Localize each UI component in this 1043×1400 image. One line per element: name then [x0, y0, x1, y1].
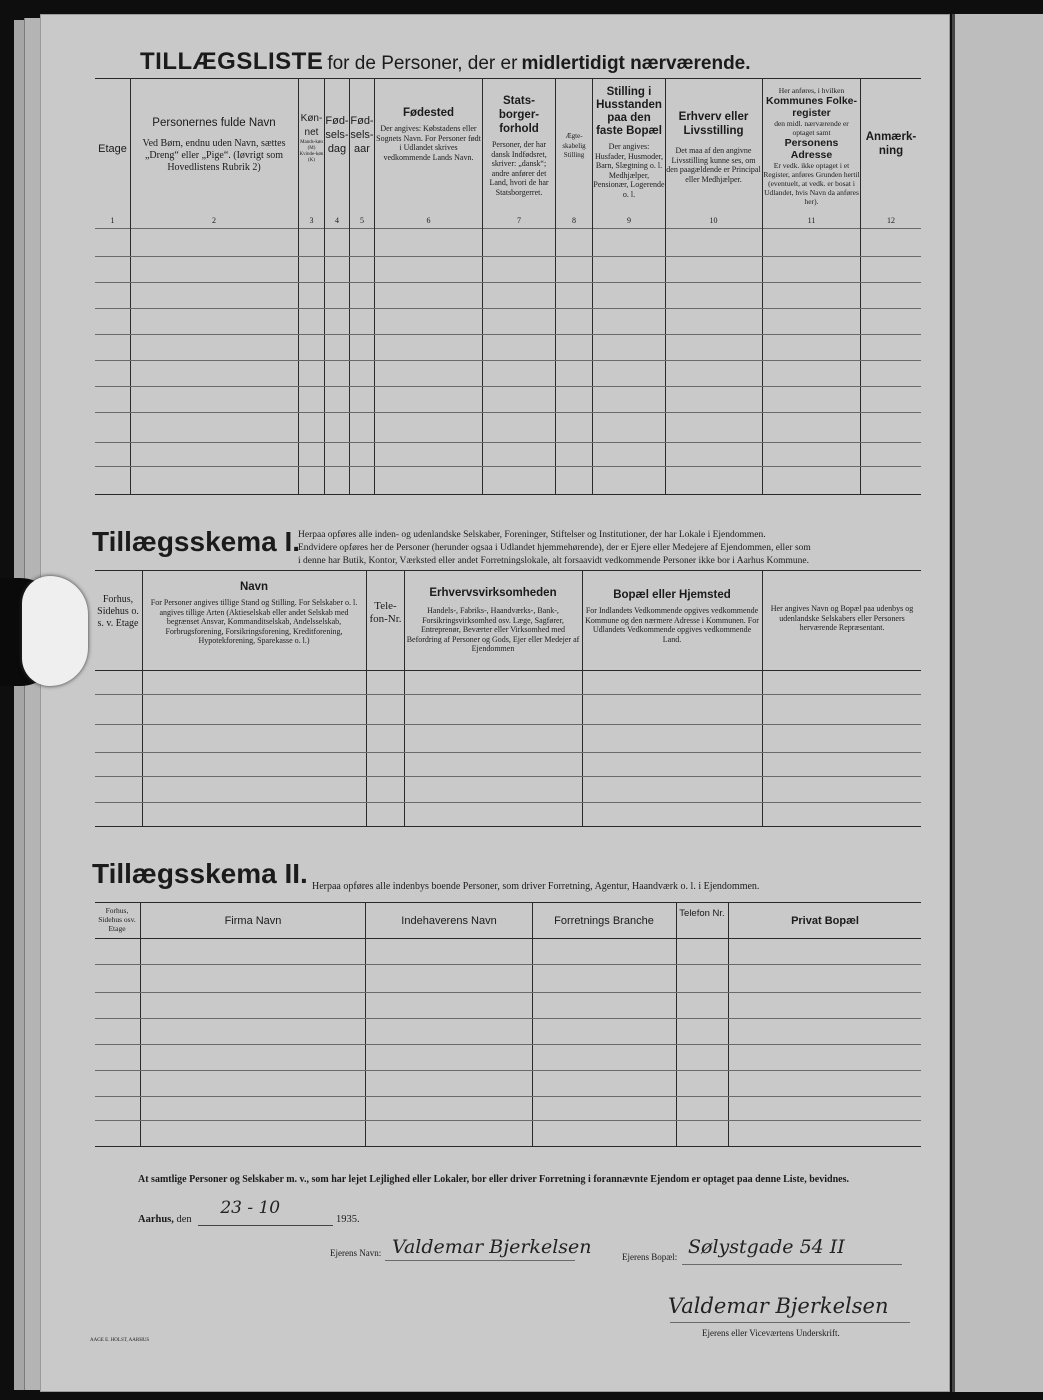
col-number: 5 [360, 216, 364, 225]
col-number: 8 [572, 216, 576, 225]
skema1-col-divider [762, 570, 763, 826]
skema2-header-border [95, 938, 921, 939]
table1-col-divider [482, 78, 483, 494]
col-number: 9 [627, 216, 631, 225]
signature-label: Ejerens eller Viceværtens Underskrift. [702, 1328, 840, 1338]
col-number: 11 [807, 216, 816, 225]
date-line: Aarhus, den 23 - 10 1935. [138, 1198, 360, 1225]
binder-clip [22, 576, 88, 686]
table1-row-line [95, 360, 921, 361]
skema2-row-line [95, 1018, 921, 1019]
skema1-row-line [95, 724, 921, 725]
col-number: 7 [517, 216, 521, 225]
owner-name-line [385, 1260, 575, 1261]
table1-header-border [95, 228, 921, 229]
skema1-top-border [95, 570, 921, 571]
skema2-title: Tillægsskema II. [92, 858, 308, 889]
handwritten-date: 23 - 10 [220, 1198, 281, 1218]
skema1-col-representative-header: Her angives Navn og Bopæl paa udenbys og udenlandske Selskabers eller Personers herværende Repræsentant. [770, 604, 914, 632]
owner-address-line [682, 1264, 902, 1265]
skema2-col-divider [676, 902, 677, 1146]
title-end: midlertidigt nærværende. [521, 53, 751, 74]
skema2-col-divider [365, 902, 366, 1146]
col-sex-header: Køn-net Mands-køn (M) Kvinde-køn (K) [299, 113, 324, 163]
skema1-col-business-header: Erhvervsvirksomheden Handels-, Fabriks-, Haandværks-, Bank-, Forsikringsvirksomhed osv. Læge, Sagfører, Entreprenør, Beværter eller Virksomhed med Befordring af Personer og Gods, Ejer eller Medejer af Ejendommen [406, 587, 580, 653]
col-number: 2 [212, 216, 216, 225]
table1-row-line [95, 334, 921, 335]
page-title [140, 48, 751, 76]
table1-row-line [95, 412, 921, 413]
table1-row-line [95, 282, 921, 283]
skema1-title: Tillægsskema I. [92, 526, 301, 557]
title-middle: for de Personer, der er [327, 53, 518, 74]
skema1-description: Herpaa opføres alle inden- og udenlandske Selskaber, Foreninger, Stiftelser og Institutioner, der har Lokale i Ejendommen. Endvidere opføres her de Personer (herunder ogsaa i Udlandet hjemmehørende), der er Ejere eller Medejere af Ejendommen, eller som i denne har Butik, Kontor, Værksted eller andet Forretningslokale, alt forsaavidt vedkommende Personer ikke bor i Aarhus Kommune. [298, 530, 811, 566]
col-number: 4 [335, 216, 339, 225]
skema1-header-border [95, 670, 921, 671]
table1-row-line [95, 442, 921, 443]
table1-bottom-border [95, 494, 921, 495]
skema1-row-line [95, 776, 921, 777]
table1-row-line [95, 466, 921, 467]
col-number: 3 [309, 216, 314, 225]
skema1-row-line [95, 752, 921, 753]
col-occupation-header: Erhverv eller Livsstilling Det maa af den angivne Livsstilling kunne ses, om den paagældende er Principal eller Medhjælper. [666, 111, 761, 184]
printer-imprint: AAGE E. HOLST, AARHUS [90, 1338, 150, 1343]
handwritten-signature: Valdemar Bjerkelsen [668, 1294, 889, 1318]
col-household-header: Stilling i Husstanden paa den faste Bopæl Der angives: Husfader, Husmoder, Barn, Slægtning o. l. Medhjælper, Pensionær, Logerende o. l. [593, 86, 665, 199]
skema2-col-firm-header: Firma Navn [224, 915, 282, 927]
skema1-col-divider [404, 570, 405, 826]
skema1-row-line [95, 802, 921, 803]
handwritten-owner-name: Valdemar Bjerkelsen [392, 1236, 592, 1258]
col-number: 10 [709, 216, 718, 225]
col-number: 12 [887, 216, 895, 225]
skema2-col-divider [532, 902, 533, 1146]
skema2-row-line [95, 1120, 921, 1121]
skema2-row-line [95, 1044, 921, 1045]
skema2-col-owner-header: Indehaverens Navn [401, 915, 497, 927]
skema1-bottom-border [95, 826, 921, 827]
form-page [40, 14, 950, 1392]
owner-address-label: Ejerens Bopæl: [622, 1252, 678, 1262]
skema2-row-line [95, 964, 921, 965]
skema2-row-line [95, 1070, 921, 1071]
col-marital-header: Ægte-skabelig Stilling [562, 132, 586, 159]
table1-row-line [95, 386, 921, 387]
col-number: 1 [110, 216, 115, 225]
skema1-col-divider [142, 570, 143, 826]
signature-line [670, 1322, 910, 1323]
col-birthyear-header: Fød-sels-aar [350, 115, 374, 155]
col-birthday-header: Fød-sels-dag [325, 115, 349, 155]
table1-row-line [95, 256, 921, 257]
table1-col-divider [374, 78, 375, 494]
col-citizenship-header: Stats-borger-forhold Personer, der har dansk Indfødsret, skriver: „dansk“; andre anfører det Land, hvori de har Statsborgerret. [489, 95, 549, 197]
title-main: TILLÆGSLISTE [140, 48, 324, 75]
skema2-bottom-border [95, 1146, 921, 1147]
skema2-col-phone-header: Telefon Nr. [679, 908, 725, 919]
table1-row-line [95, 308, 921, 309]
col-name-header: Personernes fulde Navn Ved Børn, endnu uden Navn, sættes „Dreng“ eller „Pige“. (Iøvrigt som Hovedlistens Rubrik 2) [142, 117, 286, 173]
skema2-row-line [95, 992, 921, 993]
col-remarks-header: Anmærk-ning [865, 131, 917, 157]
skema2-col-branch-header: Forretnings Branche [554, 915, 654, 927]
table1-top-border [95, 78, 921, 79]
facing-page [952, 14, 1043, 1392]
skema2-row-line [95, 1096, 921, 1097]
skema1-col-floor-header: Forhus, Sidehus o. s. v. Etage [97, 594, 139, 629]
skema1-row-line [95, 694, 921, 695]
skema2-description: Herpaa opføres alle indenbys boende Personer, som driver Forretning, Agentur, Haandværk o. l. i Ejendommen. [312, 881, 760, 892]
skema2-col-divider [728, 902, 729, 1146]
skema1-col-phone-header: Tele-fon-Nr. [369, 600, 402, 625]
table1-col-divider [130, 78, 131, 494]
owner-name-label: Ejerens Navn: [330, 1248, 382, 1258]
skema1-col-address-header: Bopæl eller Hjemsted For Indlandets Vedkommende opgives vedkommende Kommune og den nærmere Adresse i Kommunen. For Udlandets Vedkommende opgives vedkommende Land. [585, 589, 759, 644]
skema2-top-border [95, 902, 921, 903]
skema2-col-address-header: Privat Bopæl [791, 915, 859, 927]
skema2-col-floor-header: Forhus, Sidehus osv. Etage [98, 906, 136, 933]
col-register-header: Her anføres, i hvilken Kommunes Folke-register den midl. nærværende er optaget samt Personens Adresse Er vedk. ikke optaget i et Register, anføres Grunden hertil (eventuelt, at vedk. er bosat i Udlandet, hvis Navn da anføres her). [763, 86, 860, 206]
col-etage-header: Etage [98, 143, 127, 155]
skema1-col-divider [582, 570, 583, 826]
col-birthplace-header: Fødested Der angives: Købstadens eller Sognets Navn. For Personer født i Udlandet skrives vedkommende Lands Navn. [376, 107, 481, 162]
skema1-col-name-header: Navn For Personer angives tillige Stand og Stilling. For Selskaber o. l. angives tillige Arten (Aktieselskab eller andet Selskab med begrænset Ansvar, Kommanditselskab, Andelsselskab, Forbrugsforening, Forsikringsforening, Kreditforening, Hypotekforening, Sparekasse o. l.) [150, 581, 358, 645]
handwritten-owner-address: Sølystgade 54 II [688, 1236, 845, 1258]
attestation-text: At samtlige Personer og Selskaber m. v., som har lejet Lejlighed eller Lokaler, bor eller driver Forretning i forannævnte Ejendom er optaget paa denne Liste, bevidnes. [138, 1174, 849, 1185]
col-number: 6 [426, 216, 431, 225]
skema2-col-divider [140, 902, 141, 1146]
